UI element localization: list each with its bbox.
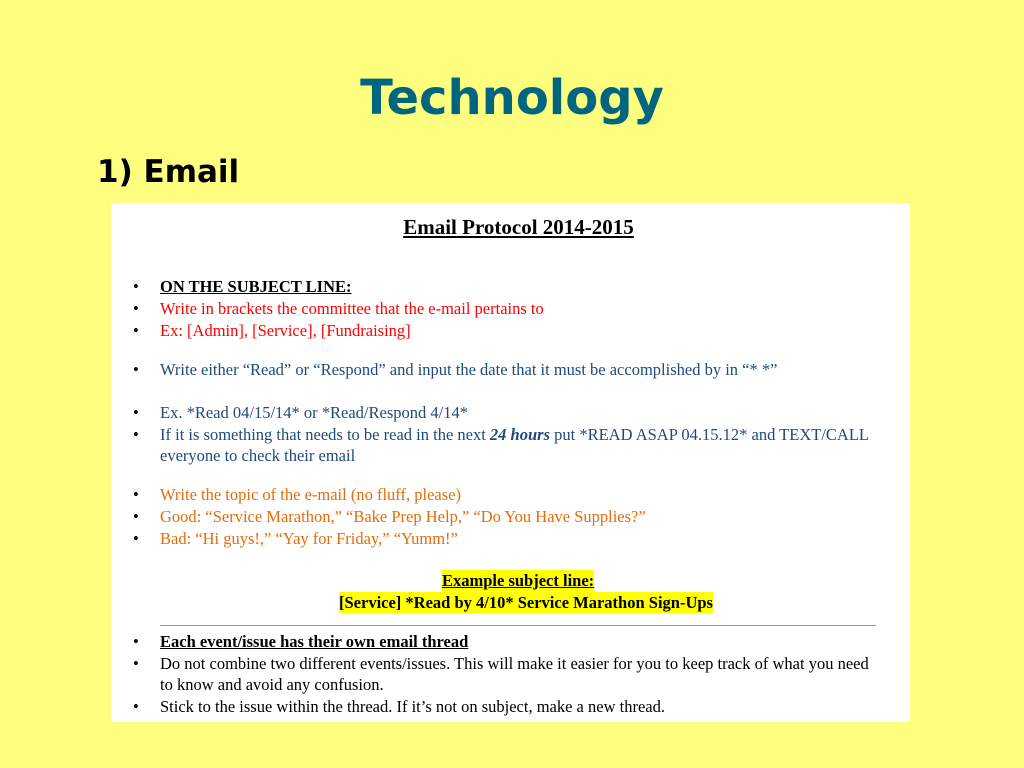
bullet: • [133,632,139,651]
bullet: • [133,299,139,318]
slide-title: Technology [360,70,664,126]
list-item: Ex: [Admin], [Service], [Fundraising] [160,321,411,340]
list-item: Bad: “Hi guys!,” “Yay for Friday,” “Yumm!” [160,529,458,548]
divider [160,625,876,626]
subject-heading: ON THE SUBJECT LINE: [160,277,352,296]
list-item [160,424,875,466]
section-heading: 1) Email [97,154,240,190]
email-protocol-document [111,203,910,722]
list-item: Write the topic of the e-mail (no fluff, please) [160,485,461,504]
example-label: Example subject line: [442,571,595,590]
document-title: Email Protocol 2014-2015 [403,215,634,239]
bullet: • [133,697,139,716]
thread-heading: Each event/issue has their own email thread [160,632,469,651]
list-item: Good: “Service Marathon,” “Bake Prep Help,” “Do You Have Supplies?” [160,507,646,526]
bullet: • [133,654,139,673]
bullet: • [133,529,139,548]
bullet: • [133,485,139,504]
bullet: • [133,360,139,379]
read-item-text-start: If it is something that needs to be read in the next [160,425,486,444]
read-item-text-end: put *READ ASAP 04.15.12* and TEXT/CALL everyone to check their email [160,425,869,465]
list-item: Write in brackets the committee that the e-mail pertains to [160,299,544,318]
list-item: Ex. *Read 04/15/14* or *Read/Respond 4/14* [160,403,468,422]
example-subject-line: [Service] *Read by 4/10* Service Marathon Sign-Ups [339,593,713,612]
bullet: • [133,425,139,444]
read-item-emphasis: 24 hours [489,425,550,444]
list-item: Write either “Read” or “Respond” and input the date that it must be accomplished by in “* *” [160,360,778,379]
bullet: • [133,321,139,340]
list-item: Do not combine two different events/issues. This will make it easier for you to keep track of what you need to know and avoid any confusion. [160,654,869,694]
list-item: Stick to the issue within the thread. If it’s not on subject, make a new thread. [160,697,665,716]
bullet: • [133,507,139,526]
bullet: • [133,277,139,296]
bullet: • [133,403,139,422]
